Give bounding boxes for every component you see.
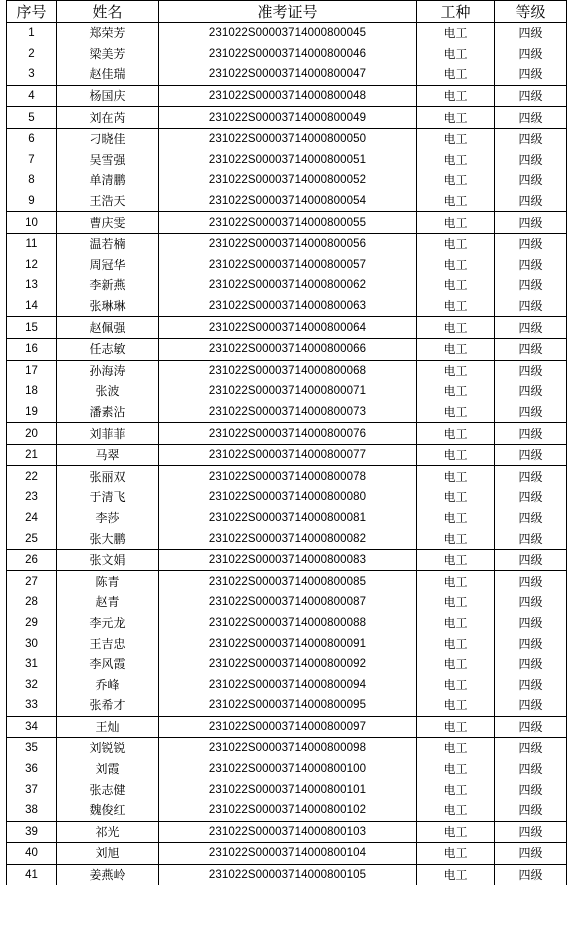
cell-job-type: 电工 bbox=[417, 613, 495, 634]
table-row bbox=[7, 613, 567, 634]
cell-level: 四级 bbox=[495, 317, 567, 339]
cell-name: 张波 bbox=[57, 381, 159, 402]
cell-exam-ticket-number: 231022S00003714000800049 bbox=[159, 107, 417, 129]
cell-job-type: 电工 bbox=[417, 487, 495, 508]
cell-exam-ticket-number: 231022S00003714000800051 bbox=[159, 150, 417, 171]
cell-serial-number: 4 bbox=[7, 85, 57, 107]
table-row bbox=[7, 233, 567, 254]
cell-exam-ticket-number: 231022S00003714000800088 bbox=[159, 613, 417, 634]
cell-name: 张志健 bbox=[57, 779, 159, 800]
cell-serial-number: 23 bbox=[7, 487, 57, 508]
cell-level: 四级 bbox=[495, 444, 567, 466]
cell-job-type: 电工 bbox=[417, 466, 495, 487]
table-row bbox=[7, 759, 567, 780]
cell-job-type: 电工 bbox=[417, 64, 495, 85]
cell-level: 四级 bbox=[495, 779, 567, 800]
cell-serial-number: 41 bbox=[7, 864, 57, 885]
cell-serial-number: 6 bbox=[7, 128, 57, 149]
cell-name: 乔峰 bbox=[57, 674, 159, 695]
cell-name: 王浩天 bbox=[57, 191, 159, 212]
cell-level: 四级 bbox=[495, 275, 567, 296]
cell-serial-number: 19 bbox=[7, 402, 57, 423]
header-job-type: 工种 bbox=[417, 1, 495, 23]
cell-exam-ticket-number: 231022S00003714000800076 bbox=[159, 423, 417, 445]
cell-job-type: 电工 bbox=[417, 759, 495, 780]
cell-job-type: 电工 bbox=[417, 150, 495, 171]
cell-serial-number: 9 bbox=[7, 191, 57, 212]
cell-level: 四级 bbox=[495, 233, 567, 254]
cell-job-type: 电工 bbox=[417, 800, 495, 821]
cell-job-type: 电工 bbox=[417, 674, 495, 695]
table-row bbox=[7, 549, 567, 571]
cell-exam-ticket-number: 231022S00003714000800052 bbox=[159, 170, 417, 191]
cell-serial-number: 13 bbox=[7, 275, 57, 296]
table-row bbox=[7, 402, 567, 423]
cell-level: 四级 bbox=[495, 360, 567, 381]
cell-job-type: 电工 bbox=[417, 592, 495, 613]
table-row bbox=[7, 191, 567, 212]
cell-serial-number: 26 bbox=[7, 549, 57, 571]
table-row bbox=[7, 571, 567, 592]
cell-name: 杨国庆 bbox=[57, 85, 159, 107]
cell-serial-number: 15 bbox=[7, 317, 57, 339]
table-row bbox=[7, 716, 567, 738]
cell-serial-number: 35 bbox=[7, 738, 57, 759]
table-row bbox=[7, 255, 567, 276]
table-row bbox=[7, 674, 567, 695]
cell-level: 四级 bbox=[495, 821, 567, 843]
cell-level: 四级 bbox=[495, 528, 567, 549]
table-body bbox=[7, 23, 567, 886]
cell-level: 四级 bbox=[495, 44, 567, 65]
cell-name: 于清飞 bbox=[57, 487, 159, 508]
cell-exam-ticket-number: 231022S00003714000800095 bbox=[159, 695, 417, 716]
cell-serial-number: 24 bbox=[7, 508, 57, 529]
cell-level: 四级 bbox=[495, 695, 567, 716]
cell-level: 四级 bbox=[495, 654, 567, 675]
table-row bbox=[7, 381, 567, 402]
cell-serial-number: 7 bbox=[7, 150, 57, 171]
cell-level: 四级 bbox=[495, 338, 567, 360]
cell-job-type: 电工 bbox=[417, 317, 495, 339]
cell-exam-ticket-number: 231022S00003714000800063 bbox=[159, 296, 417, 317]
cell-level: 四级 bbox=[495, 759, 567, 780]
table-row bbox=[7, 64, 567, 85]
cell-level: 四级 bbox=[495, 571, 567, 592]
cell-name: 王灿 bbox=[57, 716, 159, 738]
table-row bbox=[7, 466, 567, 487]
cell-exam-ticket-number: 231022S00003714000800057 bbox=[159, 255, 417, 276]
cell-exam-ticket-number: 231022S00003714000800054 bbox=[159, 191, 417, 212]
cell-serial-number: 10 bbox=[7, 212, 57, 234]
cell-job-type: 电工 bbox=[417, 779, 495, 800]
cell-level: 四级 bbox=[495, 592, 567, 613]
table-header bbox=[7, 1, 567, 23]
cell-name: 郑荣芳 bbox=[57, 23, 159, 44]
cell-level: 四级 bbox=[495, 633, 567, 654]
table-row bbox=[7, 779, 567, 800]
cell-job-type: 电工 bbox=[417, 695, 495, 716]
cell-exam-ticket-number: 231022S00003714000800080 bbox=[159, 487, 417, 508]
cell-level: 四级 bbox=[495, 107, 567, 129]
cell-serial-number: 8 bbox=[7, 170, 57, 191]
cell-level: 四级 bbox=[495, 212, 567, 234]
cell-name: 刘锐锐 bbox=[57, 738, 159, 759]
cell-name: 姜燕岭 bbox=[57, 864, 159, 885]
cell-exam-ticket-number: 231022S00003714000800071 bbox=[159, 381, 417, 402]
cell-level: 四级 bbox=[495, 381, 567, 402]
cell-exam-ticket-number: 231022S00003714000800073 bbox=[159, 402, 417, 423]
cell-serial-number: 33 bbox=[7, 695, 57, 716]
table-row bbox=[7, 150, 567, 171]
cell-serial-number: 37 bbox=[7, 779, 57, 800]
cell-exam-ticket-number: 231022S00003714000800046 bbox=[159, 44, 417, 65]
cell-serial-number: 32 bbox=[7, 674, 57, 695]
header-serial-number: 序号 bbox=[7, 1, 57, 23]
cell-name: 周冠华 bbox=[57, 255, 159, 276]
cell-job-type: 电工 bbox=[417, 360, 495, 381]
cell-job-type: 电工 bbox=[417, 508, 495, 529]
cell-job-type: 电工 bbox=[417, 23, 495, 44]
table-row bbox=[7, 444, 567, 466]
cell-level: 四级 bbox=[495, 128, 567, 149]
table-row bbox=[7, 317, 567, 339]
cell-name: 任志敏 bbox=[57, 338, 159, 360]
cell-job-type: 电工 bbox=[417, 738, 495, 759]
cell-name: 赵佩强 bbox=[57, 317, 159, 339]
cell-name: 陈青 bbox=[57, 571, 159, 592]
cell-job-type: 电工 bbox=[417, 212, 495, 234]
cell-level: 四级 bbox=[495, 296, 567, 317]
cell-name: 孙海涛 bbox=[57, 360, 159, 381]
cell-job-type: 电工 bbox=[417, 549, 495, 571]
cell-serial-number: 29 bbox=[7, 613, 57, 634]
cell-name: 潘素沾 bbox=[57, 402, 159, 423]
cell-exam-ticket-number: 231022S00003714000800094 bbox=[159, 674, 417, 695]
cell-level: 四级 bbox=[495, 423, 567, 445]
cell-name: 赵青 bbox=[57, 592, 159, 613]
table-row bbox=[7, 296, 567, 317]
table-row bbox=[7, 821, 567, 843]
header-row bbox=[7, 1, 567, 23]
cell-exam-ticket-number: 231022S00003714000800087 bbox=[159, 592, 417, 613]
cell-serial-number: 18 bbox=[7, 381, 57, 402]
cell-exam-ticket-number: 231022S00003714000800091 bbox=[159, 633, 417, 654]
cell-exam-ticket-number: 231022S00003714000800047 bbox=[159, 64, 417, 85]
cell-name: 刘霞 bbox=[57, 759, 159, 780]
cell-name: 魏俊红 bbox=[57, 800, 159, 821]
cell-serial-number: 5 bbox=[7, 107, 57, 129]
cell-exam-ticket-number: 231022S00003714000800077 bbox=[159, 444, 417, 466]
cell-job-type: 电工 bbox=[417, 191, 495, 212]
cell-level: 四级 bbox=[495, 170, 567, 191]
cell-level: 四级 bbox=[495, 674, 567, 695]
cell-exam-ticket-number: 231022S00003714000800083 bbox=[159, 549, 417, 571]
cell-level: 四级 bbox=[495, 85, 567, 107]
cell-level: 四级 bbox=[495, 191, 567, 212]
cell-serial-number: 25 bbox=[7, 528, 57, 549]
cell-level: 四级 bbox=[495, 508, 567, 529]
table-row bbox=[7, 508, 567, 529]
cell-name: 梁美芳 bbox=[57, 44, 159, 65]
cell-serial-number: 11 bbox=[7, 233, 57, 254]
table-row bbox=[7, 423, 567, 445]
cell-exam-ticket-number: 231022S00003714000800050 bbox=[159, 128, 417, 149]
table-row bbox=[7, 23, 567, 44]
cell-name: 李元龙 bbox=[57, 613, 159, 634]
candidate-table bbox=[6, 0, 567, 885]
cell-name: 刁晓佳 bbox=[57, 128, 159, 149]
cell-exam-ticket-number: 231022S00003714000800103 bbox=[159, 821, 417, 843]
cell-job-type: 电工 bbox=[417, 633, 495, 654]
cell-level: 四级 bbox=[495, 864, 567, 885]
cell-level: 四级 bbox=[495, 255, 567, 276]
cell-name: 李莎 bbox=[57, 508, 159, 529]
cell-exam-ticket-number: 231022S00003714000800082 bbox=[159, 528, 417, 549]
table-row bbox=[7, 85, 567, 107]
cell-exam-ticket-number: 231022S00003714000800102 bbox=[159, 800, 417, 821]
table-row bbox=[7, 654, 567, 675]
cell-serial-number: 12 bbox=[7, 255, 57, 276]
cell-level: 四级 bbox=[495, 64, 567, 85]
cell-exam-ticket-number: 231022S00003714000800104 bbox=[159, 843, 417, 865]
cell-level: 四级 bbox=[495, 738, 567, 759]
table-row bbox=[7, 633, 567, 654]
table-row bbox=[7, 487, 567, 508]
cell-name: 祁光 bbox=[57, 821, 159, 843]
cell-serial-number: 34 bbox=[7, 716, 57, 738]
cell-exam-ticket-number: 231022S00003714000800048 bbox=[159, 85, 417, 107]
cell-serial-number: 27 bbox=[7, 571, 57, 592]
cell-exam-ticket-number: 231022S00003714000800066 bbox=[159, 338, 417, 360]
cell-serial-number: 1 bbox=[7, 23, 57, 44]
table-row bbox=[7, 695, 567, 716]
cell-serial-number: 36 bbox=[7, 759, 57, 780]
cell-serial-number: 39 bbox=[7, 821, 57, 843]
cell-name: 赵佳瑞 bbox=[57, 64, 159, 85]
cell-exam-ticket-number: 231022S00003714000800081 bbox=[159, 508, 417, 529]
cell-level: 四级 bbox=[495, 23, 567, 44]
cell-job-type: 电工 bbox=[417, 381, 495, 402]
table-row bbox=[7, 738, 567, 759]
cell-name: 李新燕 bbox=[57, 275, 159, 296]
cell-name: 温若楠 bbox=[57, 233, 159, 254]
cell-exam-ticket-number: 231022S00003714000800045 bbox=[159, 23, 417, 44]
cell-level: 四级 bbox=[495, 843, 567, 865]
cell-level: 四级 bbox=[495, 716, 567, 738]
header-exam-ticket-number: 准考证号 bbox=[159, 1, 417, 23]
cell-job-type: 电工 bbox=[417, 864, 495, 885]
cell-name: 单清鹏 bbox=[57, 170, 159, 191]
table-row bbox=[7, 864, 567, 885]
cell-job-type: 电工 bbox=[417, 233, 495, 254]
cell-job-type: 电工 bbox=[417, 821, 495, 843]
cell-serial-number: 20 bbox=[7, 423, 57, 445]
cell-name: 刘旭 bbox=[57, 843, 159, 865]
cell-level: 四级 bbox=[495, 466, 567, 487]
cell-job-type: 电工 bbox=[417, 255, 495, 276]
table-row bbox=[7, 528, 567, 549]
cell-name: 张希才 bbox=[57, 695, 159, 716]
cell-exam-ticket-number: 231022S00003714000800100 bbox=[159, 759, 417, 780]
cell-exam-ticket-number: 231022S00003714000800062 bbox=[159, 275, 417, 296]
cell-job-type: 电工 bbox=[417, 44, 495, 65]
cell-exam-ticket-number: 231022S00003714000800078 bbox=[159, 466, 417, 487]
cell-serial-number: 38 bbox=[7, 800, 57, 821]
cell-job-type: 电工 bbox=[417, 423, 495, 445]
cell-job-type: 电工 bbox=[417, 128, 495, 149]
cell-name: 王吉忠 bbox=[57, 633, 159, 654]
cell-job-type: 电工 bbox=[417, 296, 495, 317]
cell-level: 四级 bbox=[495, 402, 567, 423]
cell-exam-ticket-number: 231022S00003714000800101 bbox=[159, 779, 417, 800]
cell-serial-number: 2 bbox=[7, 44, 57, 65]
cell-exam-ticket-number: 231022S00003714000800085 bbox=[159, 571, 417, 592]
table-row bbox=[7, 338, 567, 360]
cell-job-type: 电工 bbox=[417, 716, 495, 738]
cell-serial-number: 30 bbox=[7, 633, 57, 654]
table-row bbox=[7, 170, 567, 191]
table-row bbox=[7, 107, 567, 129]
table-row bbox=[7, 212, 567, 234]
cell-name: 张文娟 bbox=[57, 549, 159, 571]
cell-name: 曹庆雯 bbox=[57, 212, 159, 234]
cell-serial-number: 17 bbox=[7, 360, 57, 381]
cell-job-type: 电工 bbox=[417, 85, 495, 107]
cell-level: 四级 bbox=[495, 150, 567, 171]
cell-job-type: 电工 bbox=[417, 528, 495, 549]
cell-job-type: 电工 bbox=[417, 444, 495, 466]
cell-name: 张丽双 bbox=[57, 466, 159, 487]
cell-exam-ticket-number: 231022S00003714000800098 bbox=[159, 738, 417, 759]
header-level: 等级 bbox=[495, 1, 567, 23]
cell-name: 马翠 bbox=[57, 444, 159, 466]
cell-job-type: 电工 bbox=[417, 275, 495, 296]
cell-serial-number: 16 bbox=[7, 338, 57, 360]
cell-serial-number: 14 bbox=[7, 296, 57, 317]
cell-exam-ticket-number: 231022S00003714000800068 bbox=[159, 360, 417, 381]
cell-level: 四级 bbox=[495, 487, 567, 508]
header-name: 姓名 bbox=[57, 1, 159, 23]
cell-job-type: 电工 bbox=[417, 338, 495, 360]
cell-job-type: 电工 bbox=[417, 402, 495, 423]
cell-level: 四级 bbox=[495, 800, 567, 821]
cell-exam-ticket-number: 231022S00003714000800055 bbox=[159, 212, 417, 234]
cell-exam-ticket-number: 231022S00003714000800105 bbox=[159, 864, 417, 885]
cell-job-type: 电工 bbox=[417, 654, 495, 675]
cell-name: 刘在芮 bbox=[57, 107, 159, 129]
cell-name: 张琳琳 bbox=[57, 296, 159, 317]
cell-exam-ticket-number: 231022S00003714000800092 bbox=[159, 654, 417, 675]
cell-exam-ticket-number: 231022S00003714000800097 bbox=[159, 716, 417, 738]
cell-level: 四级 bbox=[495, 613, 567, 634]
table-row bbox=[7, 128, 567, 149]
cell-name: 张大鹏 bbox=[57, 528, 159, 549]
table-row bbox=[7, 44, 567, 65]
table-row bbox=[7, 592, 567, 613]
table-row bbox=[7, 360, 567, 381]
cell-serial-number: 28 bbox=[7, 592, 57, 613]
cell-serial-number: 21 bbox=[7, 444, 57, 466]
table-row bbox=[7, 275, 567, 296]
cell-serial-number: 31 bbox=[7, 654, 57, 675]
cell-serial-number: 3 bbox=[7, 64, 57, 85]
cell-name: 吴雪强 bbox=[57, 150, 159, 171]
cell-job-type: 电工 bbox=[417, 107, 495, 129]
cell-name: 李风霞 bbox=[57, 654, 159, 675]
cell-job-type: 电工 bbox=[417, 571, 495, 592]
cell-level: 四级 bbox=[495, 549, 567, 571]
cell-job-type: 电工 bbox=[417, 843, 495, 865]
cell-serial-number: 22 bbox=[7, 466, 57, 487]
candidate-list-sheet bbox=[6, 0, 566, 885]
cell-job-type: 电工 bbox=[417, 170, 495, 191]
cell-name: 刘菲菲 bbox=[57, 423, 159, 445]
table-row bbox=[7, 800, 567, 821]
cell-exam-ticket-number: 231022S00003714000800064 bbox=[159, 317, 417, 339]
table-row bbox=[7, 843, 567, 865]
cell-exam-ticket-number: 231022S00003714000800056 bbox=[159, 233, 417, 254]
cell-serial-number: 40 bbox=[7, 843, 57, 865]
